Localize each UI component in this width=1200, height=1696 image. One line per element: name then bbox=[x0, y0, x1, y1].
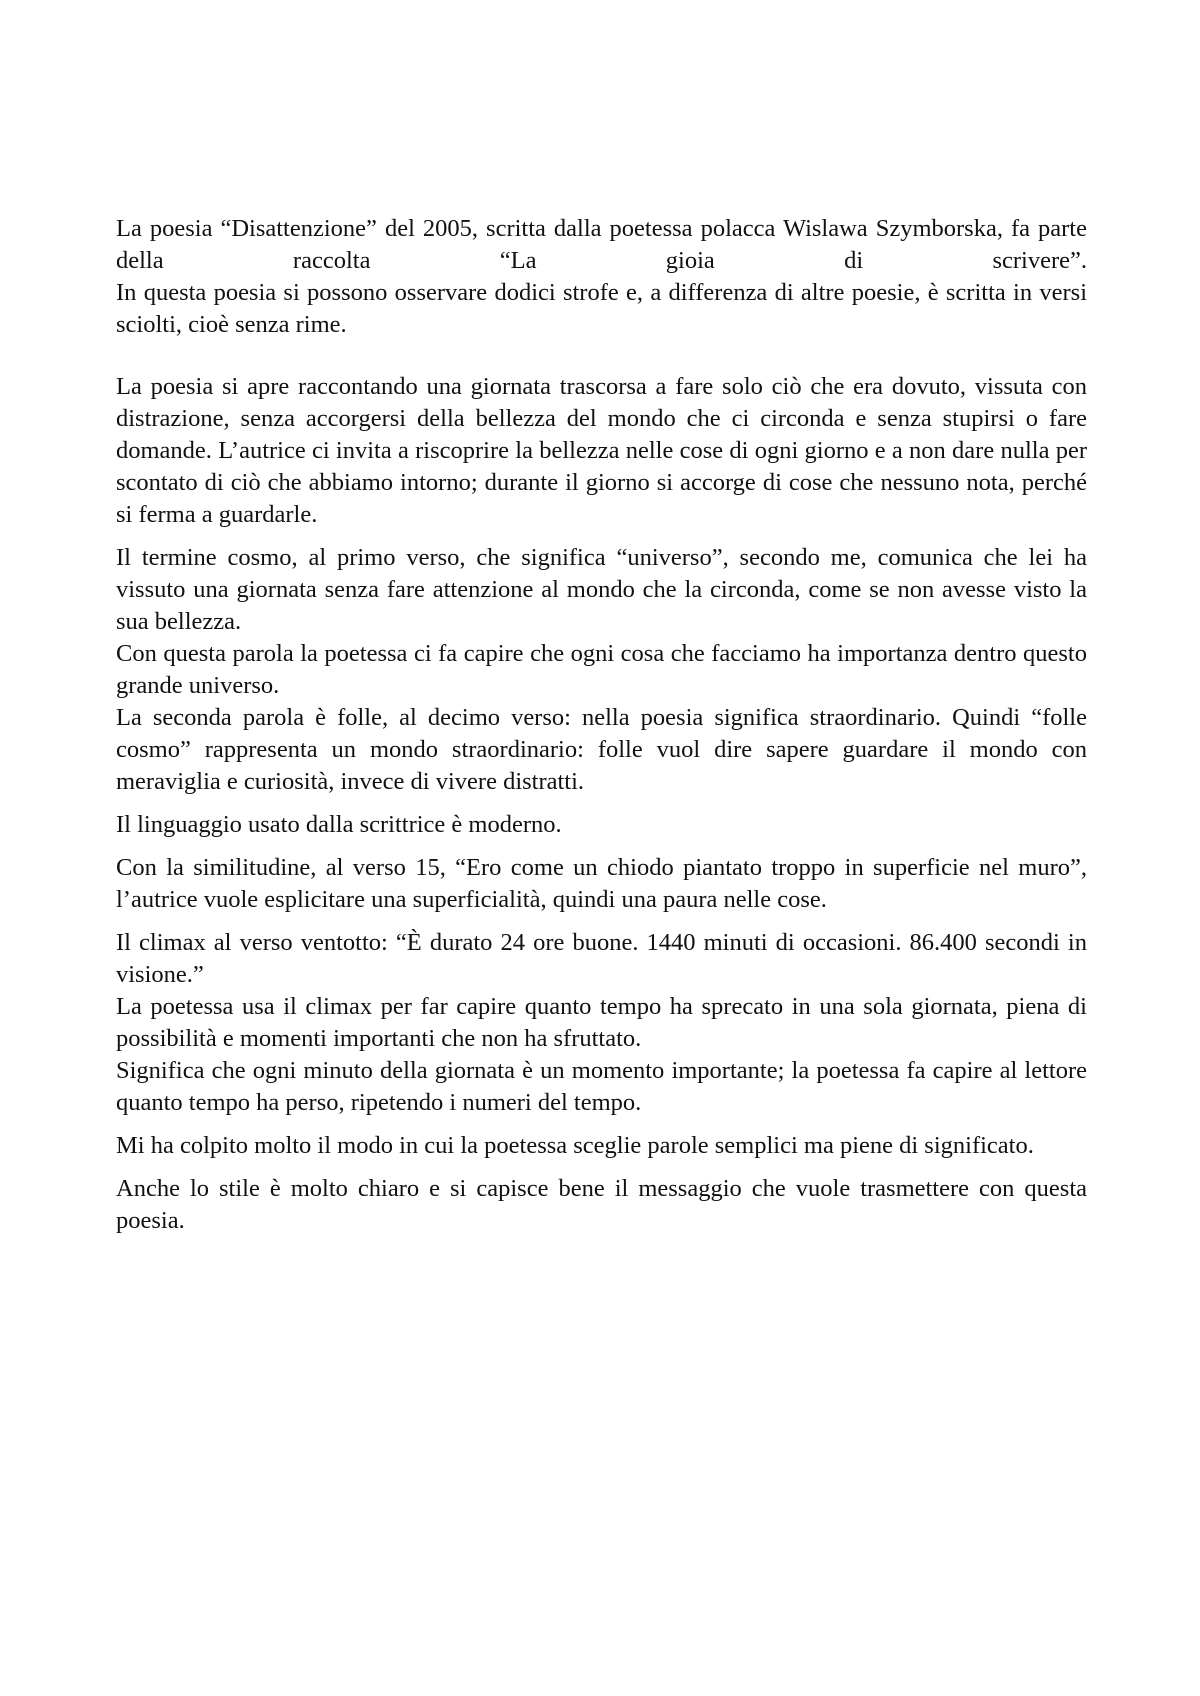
paragraph-cosmo-meaning: Con questa parola la poetessa ci fa capire che ogni cosa che facciamo ha importanza dentro questo grande universo. bbox=[116, 640, 1087, 699]
document-body bbox=[116, 213, 1087, 1237]
paragraph-structure: In questa poesia si possono osservare dodici strofe e, a differenza di altre poesie, è scritta in versi sciolti, cioè senza rime. bbox=[116, 279, 1087, 338]
paragraph-summary: La poesia si apre raccontando una giornata trascorsa a fare solo ciò che era dovuto, vissuta con distrazione, senza accorgersi della bellezza del mondo che ci circonda e senza stupirsi o fare domande. L’autrice ci invita a riscoprire la bellezza nelle cose di ogni giorno e a non dare nulla per scontato di ciò che abbiamo intorno; durante il giorno si accorge di cose che nessuno nota, perché si ferma a guardarle. bbox=[116, 373, 1087, 528]
paragraph-language: Il linguaggio usato dalla scrittrice è moderno. bbox=[116, 811, 562, 838]
paragraph-climax: Il climax al verso ventotto: “È durato 24 ore buone. 1440 minuti di occasioni. 86.400 secondi in visione.” bbox=[116, 929, 1087, 988]
paragraph-cosmo: Il termine cosmo, al primo verso, che significa “universo”, secondo me, comunica che lei ha vissuto una giornata senza fare attenzione al mondo che la circonda, come se non avesse visto la sua bellezza. bbox=[116, 544, 1087, 635]
paragraph-climax-purpose: La poetessa usa il climax per far capire quanto tempo ha sprecato in una sola giornata, piena di possibilità e momenti importanti che non ha sfruttato. bbox=[116, 993, 1087, 1052]
paragraph-climax-meaning: Significa che ogni minuto della giornata è un momento importante; la poetessa fa capire al lettore quanto tempo ha perso, ripetendo i numeri del tempo. bbox=[116, 1057, 1087, 1116]
paragraph-intro: La poesia “Disattenzione” del 2005, scritta dalla poetessa polacca Wislawa Szymborska, fa parte della raccolta “La gioia di scrivere”. bbox=[116, 215, 1087, 274]
paragraph-impression: Mi ha colpito molto il modo in cui la poetessa sceglie parole semplici ma piene di significato. bbox=[116, 1132, 1034, 1159]
paragraph-folle: La seconda parola è folle, al decimo verso: nella poesia significa straordinario. Quindi “folle cosmo” rappresenta un mondo straordinario: folle vuol dire sapere guardare il mondo con meraviglia e curiosità, invece di vivere distratti. bbox=[116, 704, 1087, 795]
paragraph-simile: Con la similitudine, al verso 15, “Ero come un chiodo piantato troppo in superficie nel muro”, l’autrice vuole esplicitare una superficialità, quindi una paura nelle cose. bbox=[116, 854, 1087, 913]
paragraph-style: Anche lo stile è molto chiaro e si capisce bene il messaggio che vuole trasmettere con questa poesia. bbox=[116, 1175, 1087, 1234]
